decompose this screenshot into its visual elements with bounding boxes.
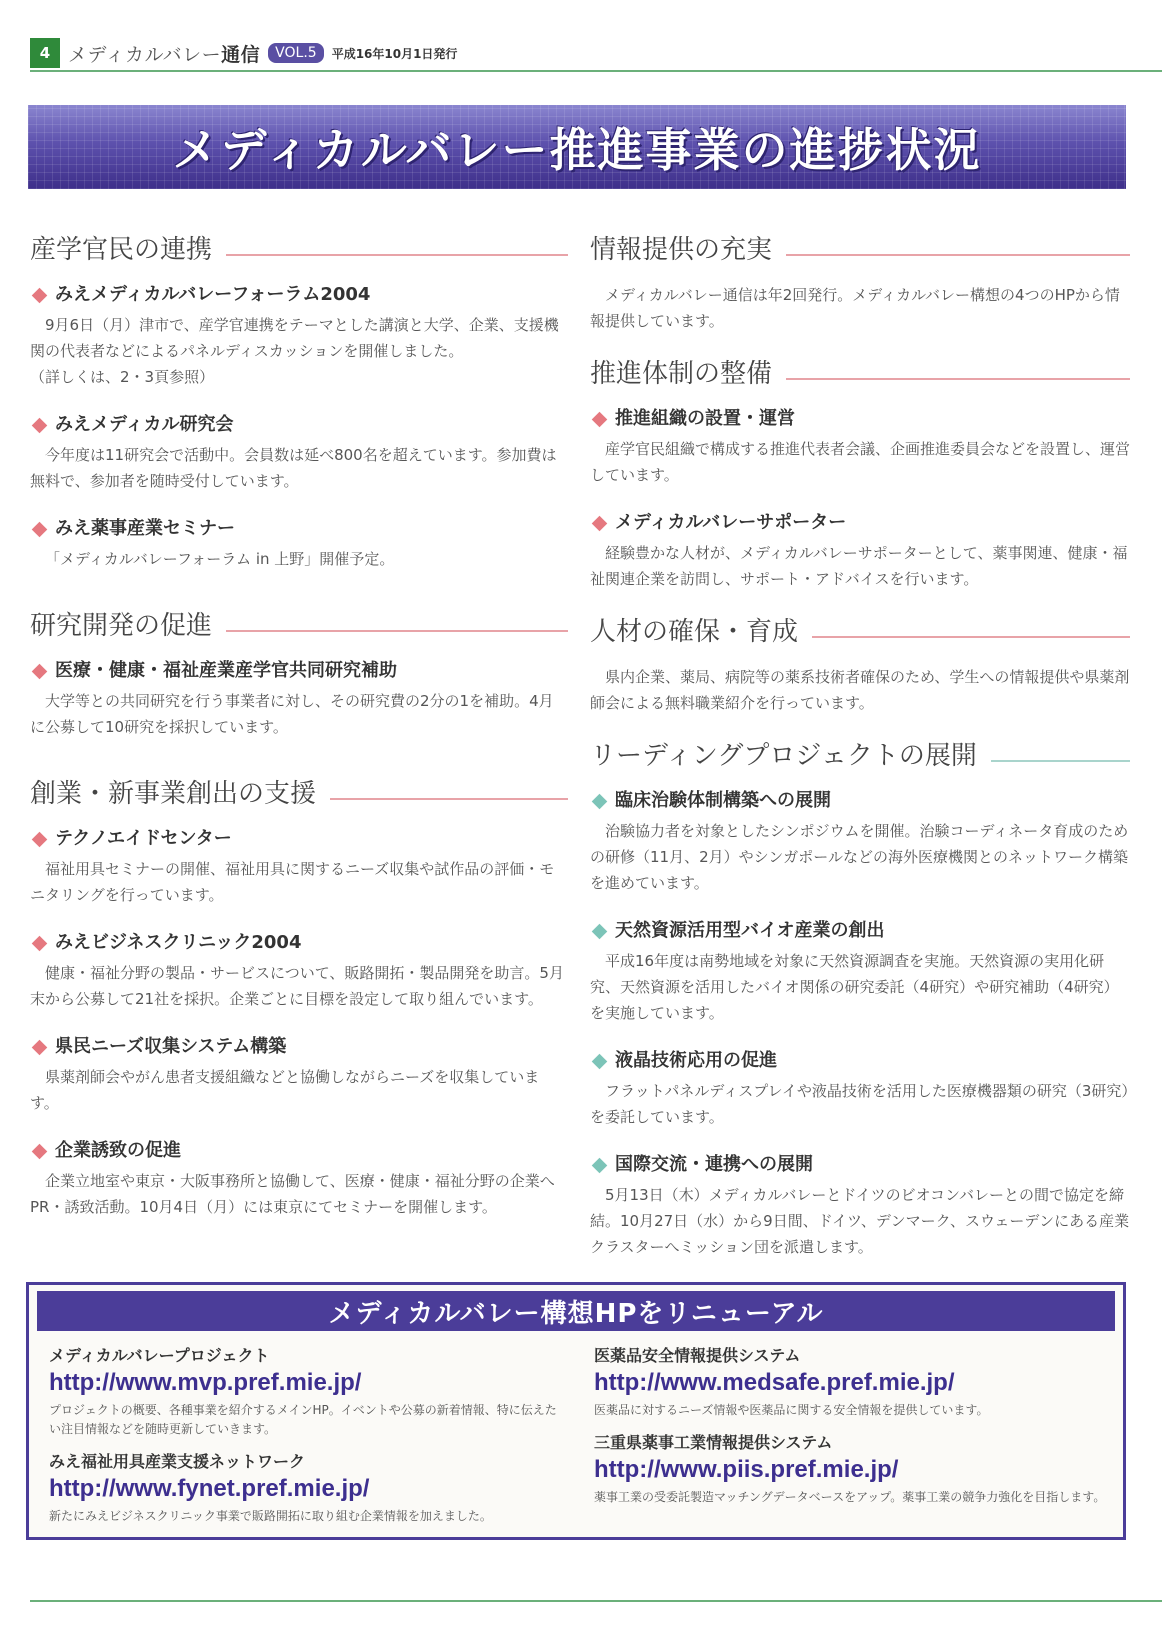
item-body: 福祉用具セミナーの開催、福祉用具に関するニーズ収集や試作品の評価・モニタリングを行っています。 — [30, 860, 555, 904]
heading-rule — [226, 630, 568, 632]
section-heading — [590, 356, 1130, 392]
diamond-bullet-icon — [32, 521, 48, 537]
section-heading-text: 産学官民の連携 — [30, 235, 213, 265]
item-title — [590, 918, 1130, 944]
hp-renewal-box — [26, 1282, 1126, 1540]
heading-rule — [330, 798, 568, 800]
heading-rule — [226, 254, 568, 256]
item-title-text: みえメディカル研究会 — [55, 414, 234, 435]
publication-prefix: メディカルバレー — [68, 43, 222, 66]
item-note: （詳しくは、2・3頁参照） — [30, 368, 215, 386]
article-item — [30, 412, 568, 494]
diamond-bullet-icon — [32, 831, 48, 847]
hp-entry — [49, 1345, 564, 1439]
item-title-text: 県民ニーズ収集システム構築 — [55, 1036, 287, 1057]
item-body: 経験豊かな人材が、メディカルバレーサポーターとして、薬事関連、健康・福祉関連企業を訪問し、サポート・アドバイスを行います。 — [590, 544, 1128, 588]
item-body: 9月6日（月）津市で、産学官連携をテーマとした講演と大学、企業、支援機関の代表者などによるパネルディスカッションを開催しました。 — [30, 316, 559, 360]
item-body: フラットパネルディスプレイや液晶技術を活用した医療機器類の研究（3研究）を委託しています。 — [590, 1082, 1129, 1126]
diamond-bullet-icon — [592, 793, 608, 809]
hp-box-title: メディカルバレー構想HPをリニューアル — [328, 1298, 824, 1329]
section-heading — [590, 614, 1130, 650]
item-body: 5月13日（木）メディカルバレーとドイツのビオコンバレーとの間で協定を締結。10月27日（水）から9日間、ドイツ、デンマーク、スウェーデンにある産業クラスターへミッション団を派遣します。 — [590, 1186, 1130, 1256]
hp-entry — [49, 1451, 564, 1526]
article-item — [30, 1034, 568, 1116]
section-heading-text: 研究開発の促進 — [30, 611, 213, 641]
publication-suffix: 通信 — [221, 43, 261, 66]
item-title — [30, 516, 568, 542]
article-item — [590, 510, 1130, 592]
hp-site-desc: 新たにみえビジネスクリニック事業で販路開拓に取り組む企業情報を加えました。 — [49, 1509, 492, 1523]
section-heading — [590, 232, 1130, 268]
hp-site-desc: 医薬品に対するニーズ情報や医薬品に関する安全情報を提供しています。 — [594, 1403, 989, 1417]
hp-banner — [37, 1291, 1115, 1331]
article-item — [30, 658, 568, 740]
item-title — [30, 1034, 568, 1060]
running-header — [30, 36, 1162, 70]
item-body: 大学等との共同研究を行う事業者に対し、その研究費の2分の1を補助。4月に公募して10研究を採択しています。 — [30, 692, 554, 736]
item-title — [30, 826, 568, 852]
item-title — [30, 658, 568, 684]
article-item — [30, 282, 568, 390]
article-item — [590, 918, 1130, 1026]
item-title-text: 天然資源活用型バイオ産業の創出 — [615, 920, 885, 941]
section-heading-text: 推進体制の整備 — [590, 359, 773, 389]
diamond-bullet-icon — [32, 935, 48, 951]
item-title — [590, 788, 1130, 814]
item-title-text: みえ薬事産業セミナー — [55, 518, 235, 539]
item-title — [590, 1048, 1130, 1074]
item-title-text: 液晶技術応用の促進 — [615, 1050, 777, 1071]
diamond-bullet-icon — [592, 923, 608, 939]
section-heading — [30, 776, 568, 812]
diamond-bullet-icon — [32, 1143, 48, 1159]
hp-site-name: メディカルバレープロジェクト — [49, 1346, 270, 1365]
hp-entry — [594, 1432, 1109, 1507]
hp-site-name: 三重県薬事工業情報提供システム — [594, 1433, 833, 1452]
item-body: 平成16年度は南勢地域を対象に天然資源調査を実施。天然資源の実用化研究、天然資源を活用したバイオ関係の研究委託（4研究）や研究補助（4研究）を実施しています。 — [590, 952, 1119, 1022]
section-intro: 県内企業、薬局、病院等の薬系技術者確保のため、学生への情報提供や県薬剤師会による無料職業紹介を行っています。 — [590, 668, 1130, 712]
item-title-text: みえビジネスクリニック2004 — [55, 932, 302, 953]
volume-badge: VOL.5 — [268, 43, 324, 63]
item-title-text: メディカルバレーサポーター — [615, 512, 847, 533]
section-heading — [30, 232, 568, 268]
section-gap — [30, 594, 568, 608]
hp-site-url[interactable]: http://www.mvp.pref.mie.jp/ — [49, 1369, 362, 1396]
item-title — [30, 282, 568, 308]
article-item — [590, 788, 1130, 896]
article-item — [30, 930, 568, 1012]
item-title — [590, 1152, 1130, 1178]
footer-rule — [30, 1600, 1162, 1602]
hp-site-name: 医薬品安全情報提供システム — [594, 1346, 801, 1365]
item-title — [30, 412, 568, 438]
hp-site-desc: プロジェクトの概要、各種事業を紹介するメインHP。イベントや公募の新着情報、特に伝えたい注目情報などを随時更新していきます。 — [49, 1403, 557, 1436]
section-heading-text: 創業・新事業創出の支援 — [30, 779, 317, 809]
section-heading-text: 人材の確保・育成 — [590, 617, 799, 647]
hp-column-left — [49, 1345, 564, 1538]
article-item — [590, 664, 1130, 716]
section-heading — [30, 608, 568, 644]
diamond-bullet-icon — [592, 1053, 608, 1069]
item-body: 企業立地室や東京・大阪事務所と協働して、医療・健康・福祉分野の企業へPR・誘致活動。10月4日（月）には東京にてセミナーを開催します。 — [30, 1172, 555, 1216]
item-title-text: みえメディカルバレーフォーラム2004 — [55, 284, 371, 305]
heading-rule — [786, 254, 1130, 256]
section-intro: メディカルバレー通信は年2回発行。メディカルバレー構想の4つのHPから情報提供しています。 — [590, 286, 1120, 330]
item-title — [30, 930, 568, 956]
item-body: 産学官民組織で構成する推進代表者会議、企画推進委員会などを設置し、運営しています。 — [590, 440, 1131, 484]
article-item — [30, 826, 568, 908]
hp-site-url[interactable]: http://www.fynet.pref.mie.jp/ — [49, 1475, 370, 1502]
article-item — [590, 1152, 1130, 1260]
left-column — [30, 232, 568, 1242]
hp-column-right — [594, 1345, 1109, 1538]
header-rule — [30, 70, 1162, 72]
section-heading-text: リーディングプロジェクトの展開 — [590, 741, 977, 771]
diamond-bullet-icon — [32, 663, 48, 679]
item-title — [30, 1138, 568, 1164]
item-title-text: 国際交流・連携への展開 — [615, 1154, 813, 1175]
heading-rule — [786, 378, 1130, 380]
hp-grid — [49, 1345, 1109, 1538]
item-title-text: 企業誘致の促進 — [55, 1140, 181, 1161]
article-item — [590, 1048, 1130, 1130]
item-title — [590, 406, 1130, 432]
article-item — [30, 516, 568, 572]
publication-name — [68, 40, 260, 67]
item-title-text: 臨床治験体制構築への展開 — [615, 790, 831, 811]
item-body: 今年度は11研究会で活動中。会員数は延べ800名を超えています。参加費は無料で、参加者を随時受付しています。 — [30, 446, 557, 490]
hp-site-name: みえ福祉用具産業支援ネットワーク — [49, 1452, 306, 1471]
item-body: 県薬剤師会やがん患者支援組織などと協働しながらニーズを収集しています。 — [30, 1068, 540, 1112]
right-column — [590, 232, 1130, 1282]
diamond-bullet-icon — [592, 515, 608, 531]
hp-entry — [594, 1345, 1109, 1420]
article-item — [590, 282, 1130, 334]
diamond-bullet-icon — [32, 287, 48, 303]
page-title: メディカルバレー推進事業の進捗状況 — [172, 123, 982, 177]
item-body: 「メディカルバレーフォーラム in 上野」開催予定。 — [45, 550, 395, 568]
hp-site-desc: 薬事工業の受委託製造マッチングデータベースをアップ。薬事工業の競争力強化を目指します。 — [594, 1490, 1106, 1504]
page-number: 4 — [30, 38, 60, 68]
item-title-text: テクノエイドセンター — [55, 828, 232, 849]
item-title — [590, 510, 1130, 536]
diamond-bullet-icon — [32, 1039, 48, 1055]
diamond-bullet-icon — [592, 1157, 608, 1173]
diamond-bullet-icon — [592, 411, 608, 427]
item-body: 健康・福祉分野の製品・サービスについて、販路開拓・製品開発を助言。5月末から公募して21社を採択。企業ごとに目標を設定して取り組んでいます。 — [30, 964, 564, 1008]
title-banner — [28, 105, 1126, 189]
section-heading — [590, 738, 1130, 774]
item-title-text: 医療・健康・福祉産業産学官共同研究補助 — [55, 660, 397, 681]
section-heading-text: 情報提供の充実 — [590, 235, 773, 265]
heading-rule — [812, 636, 1130, 638]
hp-site-url[interactable]: http://www.medsafe.pref.mie.jp/ — [594, 1369, 955, 1396]
hp-site-url[interactable]: http://www.piis.pref.mie.jp/ — [594, 1456, 899, 1483]
section-gap — [30, 762, 568, 776]
item-title-text: 推進組織の設置・運営 — [615, 408, 795, 429]
article-item — [30, 1138, 568, 1220]
issue-date: 平成16年10月1日発行 — [331, 46, 458, 61]
item-body: 治験協力者を対象としたシンポジウムを開催。治験コーディネータ育成のための研修（11月、2月）やシンガポールなどの海外医療機関とのネットワーク構築を進めています。 — [590, 822, 1129, 892]
diamond-bullet-icon — [32, 417, 48, 433]
heading-rule — [991, 760, 1130, 762]
article-item — [590, 406, 1130, 488]
